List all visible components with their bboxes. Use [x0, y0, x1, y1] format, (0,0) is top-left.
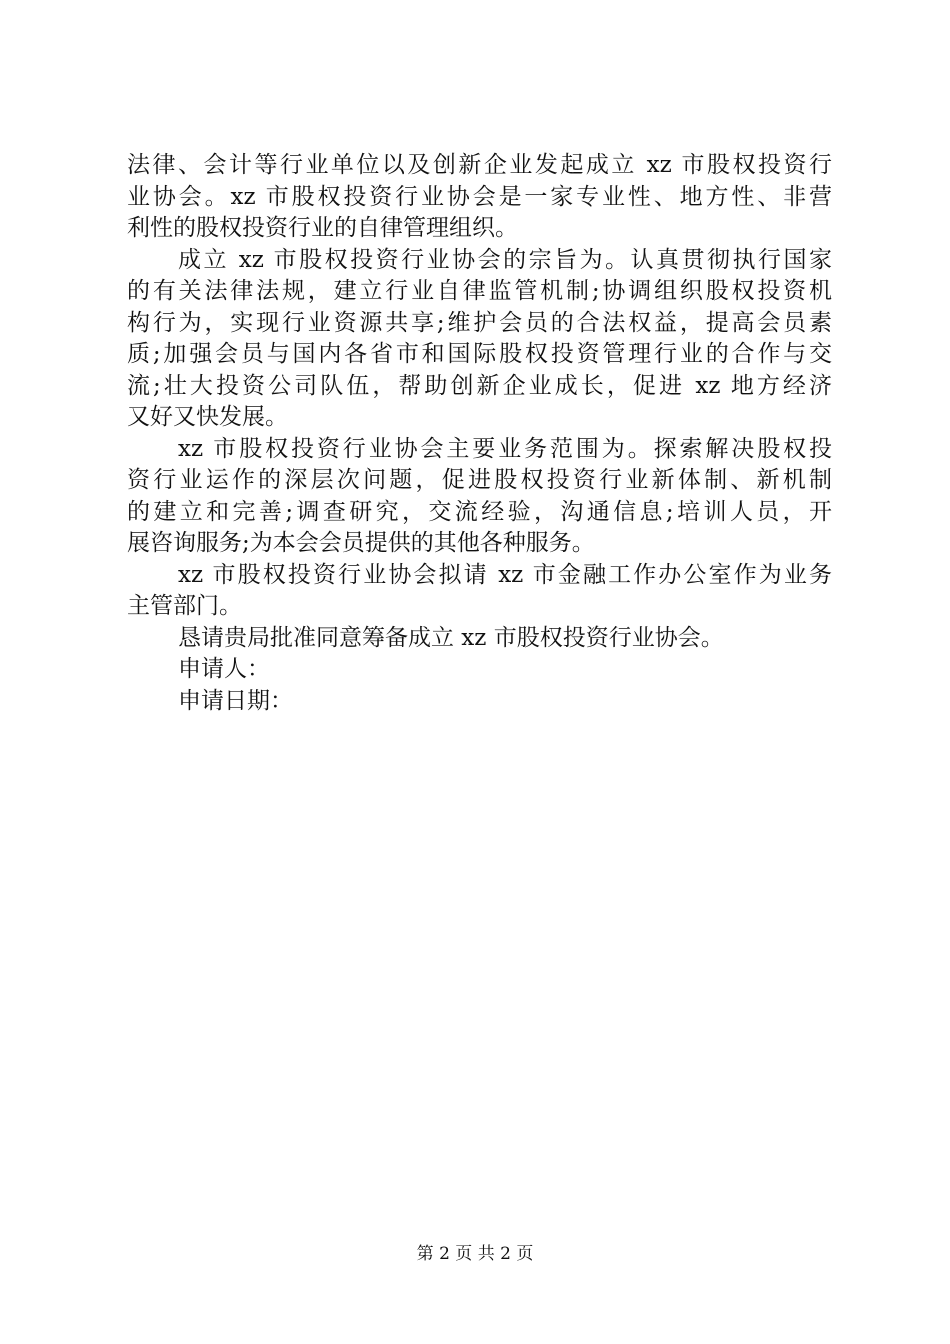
document-body	[127, 150, 832, 717]
text-line: 法律、会计等行业单位以及创新企业发起成立 xz 市股权投资行	[127, 152, 832, 178]
text-line: 质;加强会员与国内各省市和国际股权投资管理行业的合作与交	[127, 341, 832, 367]
text-line: 业协会。xz 市股权投资行业协会是一家专业性、地方性、非营	[127, 183, 832, 210]
text-line: 流;壮大投资公司队伍，帮助创新企业成长，促进 xz 地方经济	[127, 372, 832, 399]
paragraph-first-line: 成立 xz 市股权投资行业协会的宗旨为。认真贯彻执行国家	[178, 246, 832, 273]
applicant-label: 申请人：	[178, 656, 270, 682]
request-line: 恳请贵局批准同意筹备成立 xz 市股权投资行业协会。	[178, 624, 724, 651]
text-line: 展咨询服务;为本会会员提供的其他各种服务。	[127, 530, 595, 556]
text-line: 利性的股权投资行业的自律管理组织。	[127, 215, 518, 241]
page-footer: 第 2 页 共 2 页	[416, 1244, 534, 1264]
text-line: 构行为，实现行业资源共享;维护会员的合法权益，提高会员素	[127, 309, 832, 336]
text-line: 主管部门。	[127, 593, 242, 619]
application-date-label: 申请日期：	[178, 687, 293, 714]
paragraph-first-line: xz 市股权投资行业协会拟请 xz 市金融工作办公室作为业务	[178, 561, 832, 588]
text-line: 的有关法律法规，建立行业自律监管机制;协调组织股权投资机	[127, 278, 832, 304]
text-line: 资行业运作的深层次问题，促进股权投资行业新体制、新机制	[127, 467, 832, 493]
paragraph-first-line: xz 市股权投资行业协会主要业务范围为。探索解决股权投	[178, 435, 832, 462]
text-line: 又好又快发展。	[127, 404, 288, 430]
text-line: 的建立和完善;调查研究，交流经验，沟通信息;培训人员，开	[127, 498, 832, 525]
